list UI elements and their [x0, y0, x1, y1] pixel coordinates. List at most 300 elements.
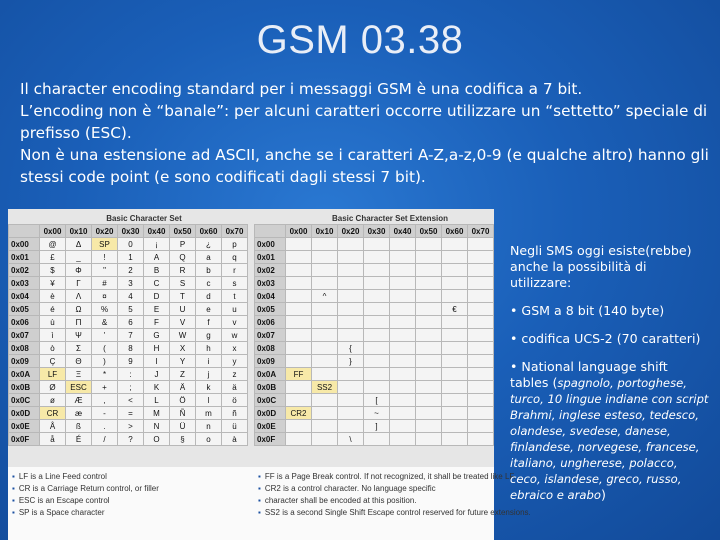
basic-table-cell: æ — [66, 407, 92, 420]
extension-table-cell — [468, 433, 494, 446]
basic-row-header: 0x03 — [9, 277, 40, 290]
basic-column-header: 0x20 — [92, 225, 118, 238]
basic-table-cell: ø — [40, 394, 66, 407]
extension-table-cell — [312, 251, 338, 264]
extension-table-cell — [442, 264, 468, 277]
basic-table-cell: R — [170, 264, 196, 277]
extension-table-cell — [468, 264, 494, 277]
basic-table-cell: r — [222, 264, 248, 277]
basic-table-row — [9, 277, 248, 290]
extension-table-cell — [442, 316, 468, 329]
extension-table-cell — [442, 355, 468, 368]
basic-table-cell: F — [144, 316, 170, 329]
extension-row-header: 0x0E — [255, 420, 286, 433]
basic-table-cell: Y — [170, 355, 196, 368]
basic-table-cell: j — [196, 368, 222, 381]
basic-table-cell: d — [196, 290, 222, 303]
basic-table-cell: @ — [40, 238, 66, 251]
basic-table-cell: à — [222, 433, 248, 446]
extension-row-header: 0x00 — [255, 238, 286, 251]
extension-table-cell — [312, 264, 338, 277]
extension-table-cell — [390, 316, 416, 329]
intro-paragraph-2: L’encoding non è “banale”: per alcuni caratteri occorre utilizzare un “settetto” speciale di prefisso (ESC). — [20, 102, 708, 142]
extension-table-cell — [390, 329, 416, 342]
basic-table-cell: è — [40, 290, 66, 303]
extension-table-cell — [416, 355, 442, 368]
extension-table-cell — [468, 368, 494, 381]
note-item: ▪ SS2 is a second Single Shift Escape control reserved for future extensions. — [258, 507, 488, 519]
extension-table-cell — [468, 316, 494, 329]
sidebar-item-shift-tables — [510, 359, 710, 503]
basic-table-cell: = — [118, 407, 144, 420]
basic-table-cell: V — [170, 316, 196, 329]
extension-table-cell — [416, 407, 442, 420]
extension-table-cell — [286, 251, 312, 264]
basic-table-cell: C — [144, 277, 170, 290]
basic-table-cell: ESC — [66, 381, 92, 394]
extension-table-cell — [442, 433, 468, 446]
extension-column-header: 0x00 — [286, 225, 312, 238]
extension-table-cell — [338, 303, 364, 316]
basic-column-header: 0x60 — [196, 225, 222, 238]
note-item: ▪ ESC is an Escape control — [12, 495, 242, 507]
extension-row-header: 0x09 — [255, 355, 286, 368]
basic-charset-panel — [8, 214, 248, 446]
extension-table-cell — [468, 238, 494, 251]
extension-table-row — [255, 264, 494, 277]
note-item: ▪ FF is a Page Break control. If not recognized, it shall be treated like LF. — [258, 471, 488, 483]
intro-text — [20, 78, 710, 188]
extension-table-row — [255, 407, 494, 420]
extension-table-cell — [364, 368, 390, 381]
extension-table-cell — [286, 342, 312, 355]
extension-row-header: 0x08 — [255, 342, 286, 355]
extension-table-cell — [312, 277, 338, 290]
basic-table-cell: 8 — [118, 342, 144, 355]
extension-row-header: 0x06 — [255, 316, 286, 329]
basic-column-header: 0x50 — [170, 225, 196, 238]
basic-table-cell: i — [196, 355, 222, 368]
extension-table-cell — [286, 433, 312, 446]
basic-table-cell: P — [170, 238, 196, 251]
basic-table-cell: K — [144, 381, 170, 394]
extension-table-cell — [468, 251, 494, 264]
extension-table-cell — [442, 420, 468, 433]
extension-table-cell — [390, 264, 416, 277]
basic-table-cell: £ — [40, 251, 66, 264]
basic-table-cell: 0 — [118, 238, 144, 251]
extension-table-cell — [442, 290, 468, 303]
extension-table-cell: [ — [364, 394, 390, 407]
basic-table-cell: ( — [92, 342, 118, 355]
basic-table-cell: Ø — [40, 381, 66, 394]
basic-table-row — [9, 355, 248, 368]
basic-table-row — [9, 420, 248, 433]
basic-table-cell: m — [196, 407, 222, 420]
basic-table-cell: SP — [92, 238, 118, 251]
shift-tables-lead: • National language shift tables ( — [510, 359, 668, 390]
extension-table-cell — [390, 368, 416, 381]
extension-table-cell — [390, 407, 416, 420]
extension-table-cell — [416, 251, 442, 264]
basic-table-cell: ¡ — [144, 238, 170, 251]
extension-table-cell — [312, 329, 338, 342]
basic-table-cell: § — [170, 433, 196, 446]
basic-table-cell: L — [144, 394, 170, 407]
extension-table-cell — [286, 238, 312, 251]
extension-table-cell: SS2 — [312, 381, 338, 394]
basic-table-cell: Λ — [66, 290, 92, 303]
extension-table-cell — [390, 277, 416, 290]
extension-charset-caption: Basic Character Set Extension — [331, 214, 449, 223]
basic-table-row — [9, 407, 248, 420]
basic-table-cell: $ — [40, 264, 66, 277]
basic-table-cell: S — [170, 277, 196, 290]
extension-table-cell — [364, 290, 390, 303]
basic-table-cell: n — [196, 420, 222, 433]
shift-tables-languages: spagnolo, portoghese, turco, 10 lingue indiane con script Brahmi, inglese esteso, tedesco, olandese, svedese, danese, finlandese, norvegese, francese, italiano, ungherese, polacco, ceco, islandese, greco, russo, ebraico e arabo — [510, 376, 709, 502]
basic-row-header: 0x0C — [9, 394, 40, 407]
basic-table-row — [9, 381, 248, 394]
basic-table-cell: N — [144, 420, 170, 433]
extension-table-cell: } — [338, 355, 364, 368]
basic-table-cell: g — [196, 329, 222, 342]
basic-table-cell: Ñ — [170, 407, 196, 420]
extension-table-cell — [364, 355, 390, 368]
extension-row-header: 0x01 — [255, 251, 286, 264]
extension-table-cell — [468, 277, 494, 290]
extension-row-header: 0x04 — [255, 290, 286, 303]
basic-table-cell: c — [196, 277, 222, 290]
shift-tables-tail: ) — [600, 487, 606, 502]
basic-table-cell: Π — [66, 316, 92, 329]
sidebar-item-gsm8: • GSM a 8 bit (140 byte) — [510, 303, 665, 318]
basic-row-header: 0x02 — [9, 264, 40, 277]
basic-table-cell: w — [222, 329, 248, 342]
extension-table-cell — [442, 407, 468, 420]
basic-table-cell: B — [144, 264, 170, 277]
basic-column-header: 0x00 — [40, 225, 66, 238]
basic-table-cell: e — [196, 303, 222, 316]
extension-table-cell — [338, 316, 364, 329]
basic-table-cell: Ω — [66, 303, 92, 316]
note-item: ▪ CR2 is a control character. No language specific — [258, 483, 488, 495]
basic-table-cell: ¤ — [92, 290, 118, 303]
basic-table-cell: Φ — [66, 264, 92, 277]
extension-table-cell: \ — [338, 433, 364, 446]
extension-table-cell — [338, 381, 364, 394]
basic-table-cell: s — [222, 277, 248, 290]
extension-table-row — [255, 381, 494, 394]
extension-column-header: 0x40 — [390, 225, 416, 238]
extension-column-header: 0x10 — [312, 225, 338, 238]
extension-table-row — [255, 394, 494, 407]
extension-table-cell — [390, 251, 416, 264]
basic-table-cell: Δ — [66, 238, 92, 251]
extension-table-cell — [390, 290, 416, 303]
basic-row-header: 0x0B — [9, 381, 40, 394]
basic-table-cell: Γ — [66, 277, 92, 290]
basic-table-row — [9, 303, 248, 316]
basic-table-cell: H — [144, 342, 170, 355]
extension-table-cell — [390, 394, 416, 407]
basic-table-cell: I — [144, 355, 170, 368]
extension-table-cell — [390, 303, 416, 316]
note-item: ▪ character shall be encoded at this position. — [258, 495, 488, 507]
extension-table-cell — [390, 381, 416, 394]
basic-table-cell: o — [196, 433, 222, 446]
note-item: ▪ CR is a Carriage Return control, or filler — [12, 483, 242, 495]
extension-table-cell — [468, 290, 494, 303]
basic-table-cell: ß — [66, 420, 92, 433]
extension-table-cell — [416, 329, 442, 342]
basic-row-header: 0x01 — [9, 251, 40, 264]
basic-table-row — [9, 290, 248, 303]
extension-table-cell — [286, 381, 312, 394]
basic-table-cell: ' — [92, 329, 118, 342]
encoding-options-text — [510, 243, 710, 515]
basic-table-cell: J — [144, 368, 170, 381]
extension-table-cell — [468, 355, 494, 368]
extension-table-cell — [442, 394, 468, 407]
extension-table-cell — [312, 303, 338, 316]
basic-table-row — [9, 316, 248, 329]
basic-table-cell: < — [118, 394, 144, 407]
extension-table-cell — [442, 368, 468, 381]
basic-table-cell: 5 — [118, 303, 144, 316]
extension-table-row — [255, 277, 494, 290]
basic-table-row — [9, 238, 248, 251]
basic-row-header: 0x0A — [9, 368, 40, 381]
basic-table-cell: D — [144, 290, 170, 303]
basic-table-cell: f — [196, 316, 222, 329]
basic-table-cell: 6 — [118, 316, 144, 329]
basic-table-cell: y — [222, 355, 248, 368]
extension-table-cell — [286, 394, 312, 407]
basic-table-cell: Ä — [170, 381, 196, 394]
extension-row-header: 0x0F — [255, 433, 286, 446]
extension-table-cell: { — [338, 342, 364, 355]
basic-table-cell: 9 — [118, 355, 144, 368]
extension-table-cell — [364, 277, 390, 290]
basic-table-cell: - — [92, 407, 118, 420]
extension-table-row — [255, 329, 494, 342]
gsm-charset-table-image — [8, 209, 531, 540]
extension-table-cell: ] — [364, 420, 390, 433]
basic-table-row — [9, 329, 248, 342]
basic-table-cell: % — [92, 303, 118, 316]
extension-table-cell — [468, 394, 494, 407]
basic-table-row — [9, 394, 248, 407]
basic-table-cell: x — [222, 342, 248, 355]
basic-table-cell: CR — [40, 407, 66, 420]
extension-table-cell — [390, 433, 416, 446]
extension-table-cell — [416, 368, 442, 381]
basic-table-cell: " — [92, 264, 118, 277]
basic-table-cell: W — [170, 329, 196, 342]
extension-table-cell — [338, 368, 364, 381]
note-item: ▪ SP is a Space character — [12, 507, 242, 519]
sidebar-intro: Negli SMS oggi esiste(rebbe) anche la possibilità di utilizzare: — [510, 243, 692, 290]
extension-table-cell — [442, 251, 468, 264]
basic-table-cell: ä — [222, 381, 248, 394]
extension-table-cell — [416, 433, 442, 446]
extension-table-cell — [286, 329, 312, 342]
basic-table-cell: O — [144, 433, 170, 446]
basic-table-cell: Z — [170, 368, 196, 381]
basic-table-cell: u — [222, 303, 248, 316]
extension-table-cell — [390, 355, 416, 368]
basic-table-cell: ò — [40, 342, 66, 355]
extension-table-cell — [416, 290, 442, 303]
basic-row-header: 0x09 — [9, 355, 40, 368]
extension-table-cell — [468, 342, 494, 355]
basic-table-cell: ü — [222, 420, 248, 433]
basic-table-row — [9, 251, 248, 264]
extension-charset-panel — [254, 214, 494, 446]
extension-table-cell — [416, 238, 442, 251]
basic-row-header: 0x0D — [9, 407, 40, 420]
basic-table-cell: + — [92, 381, 118, 394]
extension-table-cell — [338, 394, 364, 407]
extension-table-cell — [286, 316, 312, 329]
basic-column-header: 0x10 — [66, 225, 92, 238]
basic-table-cell: & — [92, 316, 118, 329]
note-item: ▪ LF is a Line Feed control — [12, 471, 242, 483]
basic-table-cell: , — [92, 394, 118, 407]
basic-table-cell: Θ — [66, 355, 92, 368]
extension-table-cell — [286, 420, 312, 433]
basic-table-row — [9, 342, 248, 355]
extension-table-row — [255, 355, 494, 368]
extension-table-cell — [338, 420, 364, 433]
basic-table-cell: X — [170, 342, 196, 355]
basic-table-cell: l — [196, 394, 222, 407]
extension-table-cell — [364, 329, 390, 342]
extension-column-header: 0x60 — [442, 225, 468, 238]
basic-corner-header — [9, 225, 40, 238]
basic-table-cell: 2 — [118, 264, 144, 277]
extension-table-cell — [442, 238, 468, 251]
basic-charset-table — [8, 224, 248, 446]
basic-table-cell: Æ — [66, 394, 92, 407]
extension-table-cell: ~ — [364, 407, 390, 420]
extension-table-cell — [338, 329, 364, 342]
extension-table-cell: € — [442, 303, 468, 316]
extension-table-cell — [364, 264, 390, 277]
extension-table-cell — [416, 303, 442, 316]
extension-table-cell — [416, 381, 442, 394]
basic-table-cell: z — [222, 368, 248, 381]
extension-table-cell — [416, 264, 442, 277]
basic-table-cell: ¿ — [196, 238, 222, 251]
extension-table-cell — [338, 407, 364, 420]
basic-table-cell: Å — [40, 420, 66, 433]
intro-paragraph-1: Il character encoding standard per i messaggi GSM è una codifica a 7 bit. — [20, 80, 583, 98]
basic-table-cell: ù — [40, 316, 66, 329]
basic-table-cell: Ü — [170, 420, 196, 433]
extension-table-cell — [442, 381, 468, 394]
extension-table-cell: ^ — [312, 290, 338, 303]
basic-table-cell: : — [118, 368, 144, 381]
extension-table-cell: FF — [286, 368, 312, 381]
basic-table-cell: É — [66, 433, 92, 446]
basic-table-cell: Ψ — [66, 329, 92, 342]
basic-row-header: 0x0E — [9, 420, 40, 433]
extension-table-cell — [468, 303, 494, 316]
extension-table-cell — [338, 251, 364, 264]
basic-table-cell: G — [144, 329, 170, 342]
extension-row-header: 0x0C — [255, 394, 286, 407]
basic-row-header: 0x00 — [9, 238, 40, 251]
extension-table-cell — [416, 342, 442, 355]
basic-table-cell: ñ — [222, 407, 248, 420]
extension-row-header: 0x07 — [255, 329, 286, 342]
basic-table-cell: t — [222, 290, 248, 303]
basic-table-cell: ¥ — [40, 277, 66, 290]
basic-table-cell: ; — [118, 381, 144, 394]
extension-table-cell — [390, 238, 416, 251]
basic-table-cell: T — [170, 290, 196, 303]
extension-row-header: 0x0D — [255, 407, 286, 420]
basic-table-cell: p — [222, 238, 248, 251]
basic-table-cell: Ö — [170, 394, 196, 407]
extension-column-header: 0x30 — [364, 225, 390, 238]
basic-table-cell: ö — [222, 394, 248, 407]
extension-table-row — [255, 368, 494, 381]
basic-row-header: 0x08 — [9, 342, 40, 355]
basic-table-cell: > — [118, 420, 144, 433]
basic-table-cell: ! — [92, 251, 118, 264]
extension-table-cell — [312, 368, 338, 381]
extension-table-cell — [416, 394, 442, 407]
extension-charset-table — [254, 224, 494, 446]
extension-column-header: 0x70 — [468, 225, 494, 238]
extension-row-header: 0x0A — [255, 368, 286, 381]
basic-table-cell: a — [196, 251, 222, 264]
basic-table-row — [9, 368, 248, 381]
extension-table-cell — [312, 420, 338, 433]
extension-table-row — [255, 316, 494, 329]
extension-table-row — [255, 251, 494, 264]
basic-table-cell: U — [170, 303, 196, 316]
extension-table-cell — [312, 394, 338, 407]
basic-table-cell: q — [222, 251, 248, 264]
extension-table-cell — [338, 290, 364, 303]
extension-table-cell — [364, 342, 390, 355]
extension-table-cell — [468, 407, 494, 420]
sidebar-item-ucs2: • codifica UCS-2 (70 caratteri) — [510, 331, 701, 346]
basic-table-cell: # — [92, 277, 118, 290]
extension-table-cell — [468, 381, 494, 394]
extension-table-cell — [390, 342, 416, 355]
extension-table-row — [255, 342, 494, 355]
extension-table-cell — [286, 290, 312, 303]
table-notes — [8, 467, 531, 540]
extension-table-cell — [312, 433, 338, 446]
basic-table-cell: M — [144, 407, 170, 420]
basic-table-cell: k — [196, 381, 222, 394]
notes-left-list — [12, 471, 242, 519]
extension-table-cell — [338, 238, 364, 251]
extension-table-cell — [468, 329, 494, 342]
extension-table-cell — [364, 303, 390, 316]
basic-charset-caption: Basic Character Set — [106, 214, 182, 223]
basic-row-header: 0x04 — [9, 290, 40, 303]
extension-table-cell — [312, 407, 338, 420]
extension-table-cell — [364, 433, 390, 446]
basic-table-cell: Ξ — [66, 368, 92, 381]
